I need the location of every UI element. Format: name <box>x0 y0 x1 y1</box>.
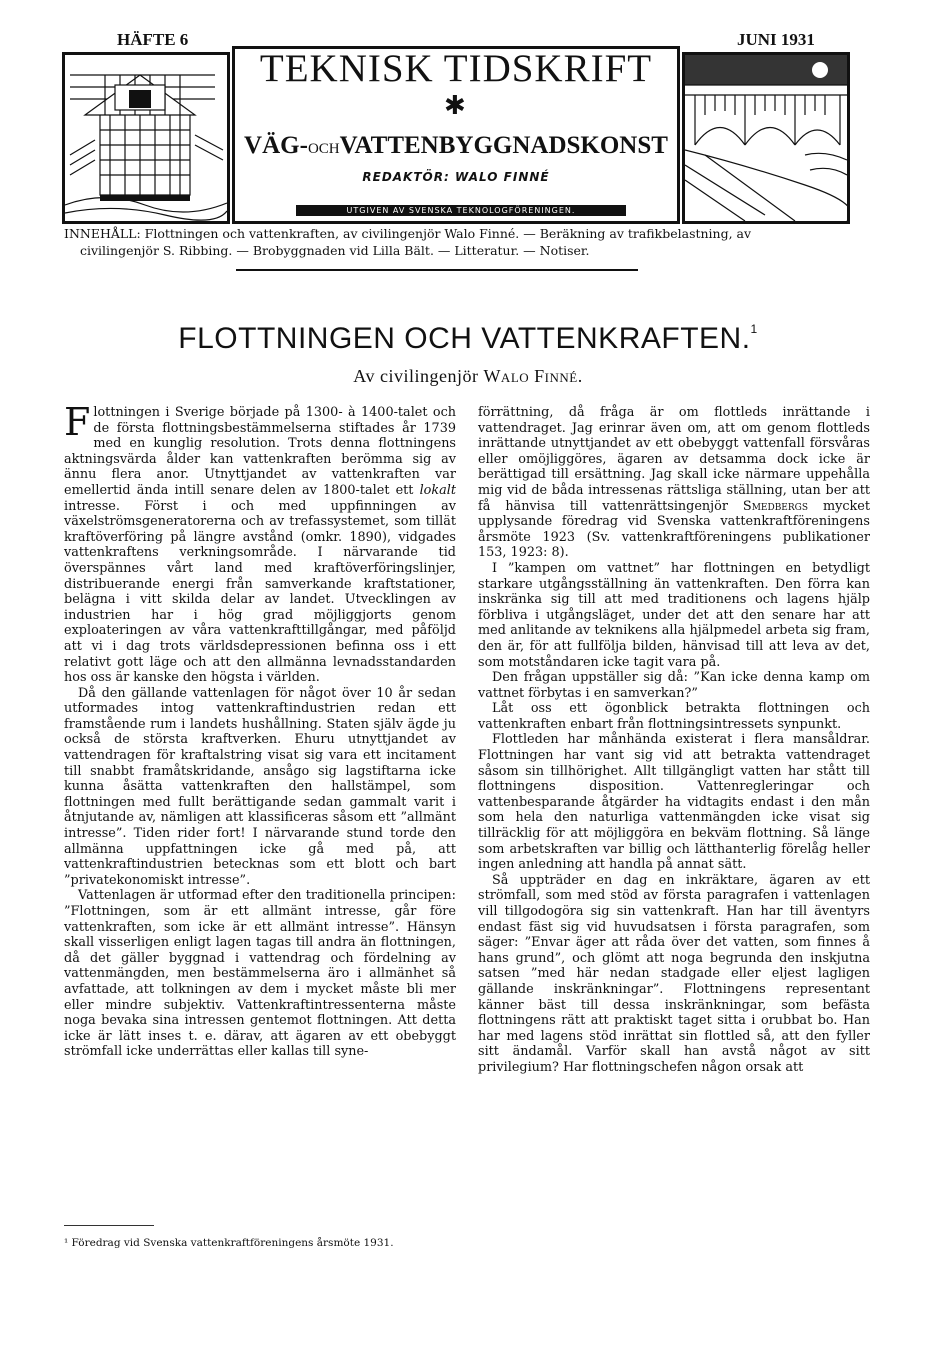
toc-line-1: INNEHÅLL: Flottningen och vattenkraften, av civilingenjör Walo Finné. — Beräkning av trafikbelastning, av <box>64 226 752 241</box>
issue-date: JUNI 1931 <box>737 30 815 49</box>
paragraph: Flottleden har månhända existerat i flera mansåldrar. Flottningen har vant sig vid att betrakta vattendraget såsom sin tillhörighet. Allt tillgängligt vatten har stått till flottningens disposition. Vattenregleringar och vattenbesparande åtgärder ha vidtagits endast i den mån som hela den naturliga vattenmängden icke visat sig tillräcklig för att möjliggöra en bekväm flottning. Så länge som arbetskraften var billig och lätthanterlig förelåg heller ingen anledning att handla på annat sätt. <box>478 732 870 873</box>
footnote-marker: 1 <box>750 322 758 336</box>
ornament-star-icon: ✱ <box>444 91 466 121</box>
paragraph: I ”kampen om vattnet” har flottningen en betydligt starkare utgångsställning än vattenkraften. Den förra kan inskränka sig till att med traditionens och lagens hjälp förbliva i utgångsläget, under det att den senare har att med anlitande av teknikens alla hjälpmedel arbeta sig fram, den är, för att fullfölja bilden, hänvisad till att leva av det, som motståndaren icke tagit vara på. <box>478 560 870 670</box>
hydropower-plant-illustration <box>65 55 227 221</box>
bridge-illustration <box>685 55 847 221</box>
article-byline: Av civilingenjör Walo Finné. <box>353 366 583 386</box>
author-name: Walo Finné. <box>483 366 583 386</box>
journal-title: TEKNISK TIDSKRIFT <box>259 47 653 90</box>
toc-line-2: civilingenjör S. Ribbing. — Brobyggnaden vid Lilla Bält. — Litteratur. — Notiser. <box>80 243 590 258</box>
left-column <box>64 400 456 1060</box>
left-illustration <box>62 52 230 224</box>
footnote-rule <box>64 1225 154 1226</box>
paragraph: Då den gällande vattenlagen för något över 10 år sedan utformades intog vattenkraftindustrien redan ett framstående rum i landets hushållning. Staten själv ägde ju också de största kraftverken. Ehuru utnyttjandet av vattendragen för kraftalstring visat sig vara ett incitament till snabbt framåtskridande, ansågo sig lagstiftarna icke kunna åsätta vattenkraften den hallstämpel, som flottningen med fullt berättigande sedan gammalt varit i åtnjutande av, nämligen att klassificeras såsom ett ”allmänt intresse”. Tiden rider fort! I närvarande stund torde den allmänna uppfattningen icke gå med på, att vattenkraftindustrien betecknas som ett blott och bart ”privatekonomiskt intresse”. <box>64 685 456 888</box>
right-column <box>478 405 870 1076</box>
drop-cap: F <box>64 400 91 444</box>
paragraph: Så uppträder en dag en inkräktare, ägaren av ett strömfall, som med stöd av första paragrafen i vattenlagen vill tillgodogöra sig sin vattenkraft. Han har till äventyrs endast fäst sig vid huvudsatsen i första paragrafen, som säger: ”Envar äger att råda över det vatten, som finnes å hans grund”, och glömt att noga begrunda den inskjutna satsen ”med här nedan stadgade eller eljest lagligen gällande inskränkningar”. Flottningens representant känner bäst till dessa inskränkningar, som befästa flottningens rätt att praktiskt taget sitta i orubbat bo. Han har med lagens stöd inrättat sin flottled så, att den fyller sitt ändamål. Varför skall han avstå något av sitt privilegium? Har flottningschefen någon orsak att <box>478 872 870 1075</box>
footnote: ¹ Föredrag vid Svenska vattenkraftföreningens årsmöte 1931. <box>64 1237 394 1249</box>
journal-subtitle: VÄG-OCHVATTENBYGGNADSKONST <box>244 132 668 159</box>
paragraph: Flottningen i Sverige började på 1300- à 1400-talet och de första flottningsbestämmelserna stiftades år 1739 med en kunglig resolution. Trots denna flottningens aktningsvärda ålder kan vattenkraften berömma sig av ännu flera anor. Utnyttjandet av vattenkraften var emellertid ända intill senare delen av 1800-talet ett lokalt intresse. Först i och med uppfinningen av växelströmsgeneratorerna och av trefassystemet, som tillät kraftöverföring på längre avstånd (omkr. 1890), vidgades vattenkraftens verkningsområde. I närvarande tid överspännes vårt land med kraftöverföringslinjer, distribuerande energi från samverkande kraftstationer, belägna i vitt skilda delar av landet. Utvecklingen av industrien har i hög grad möjliggjorts genom exploateringen av våra vattenkrafttillgångar, med påföljd att vi i dag trots världsdepressionen befinna oss i ett relativt gott läge och att den allmänna levnadsstandarden hos oss är kanske den högsta i världen. <box>64 400 456 686</box>
editor-line: REDAKTÖR: WALO FINNÉ <box>362 170 550 184</box>
table-of-contents <box>64 225 870 259</box>
article-title: FLOTTNINGEN OCH VATTENKRAFTEN.$^1$ <box>178 322 758 355</box>
toc-divider <box>236 269 638 271</box>
paragraph: Den frågan uppställer sig då: ”Kan icke denna kamp om vattnet förbytas i en samverkan?” <box>478 670 870 701</box>
issue-number: HÄFTE 6 <box>117 30 189 49</box>
publisher-band: UTGIVEN AV SVENSKA TEKNOLOGFÖRENINGEN. <box>296 205 626 216</box>
paragraph: förrättning, då fråga är om flottleds inrättande i vattendraget. Jag erinrar även om, att om genom flottleds inrättande utnyttjandet av ett obebyggt vattenfall försvåras eller omöjliggöres, ägaren av detsamma dock icke är berättigad till ersättning. Jag skall icke närmare uppehålla mig vid de båda intressenas rättsliga ställning, utan ber att få hänvisa till vattenrättsingenjör Smedbergs mycket upplysande föredrag vid Svenska vattenkraftföreningens årsmöte 1923 (Sv. vattenkraftföreningens publikationer 153, 1923: 8). <box>478 405 870 561</box>
right-illustration <box>682 52 850 224</box>
paragraph: Vattenlagen är utformad efter den traditionella principen: ”Flottningen, som är ett allmänt intresse, går före vattenkraften, som icke är ett allmänt intresse”. Hänsyn skall visserligen enligt lagen tagas till andra än flottningen, då det gäller byggnad i vattendrag och fördelning av vattenmängden, men bestämmelserna äro i allmänhet så avfattade, att tolkningen av dem i mycket måste bli mer eller mindre subjektiv. Vattenkraftintressenterna måste noga bevaka sina intressen gentemot flottningen. Att detta icke är lätt inses t. e. därav, att ägaren av ett obebyggt strömfall icke underrättas eller kallas till syne- <box>64 888 456 1060</box>
paragraph: Låt oss ett ögonblick betrakta flottningen och vattenkraften enbart från flottningsintressets synpunkt. <box>478 701 870 732</box>
